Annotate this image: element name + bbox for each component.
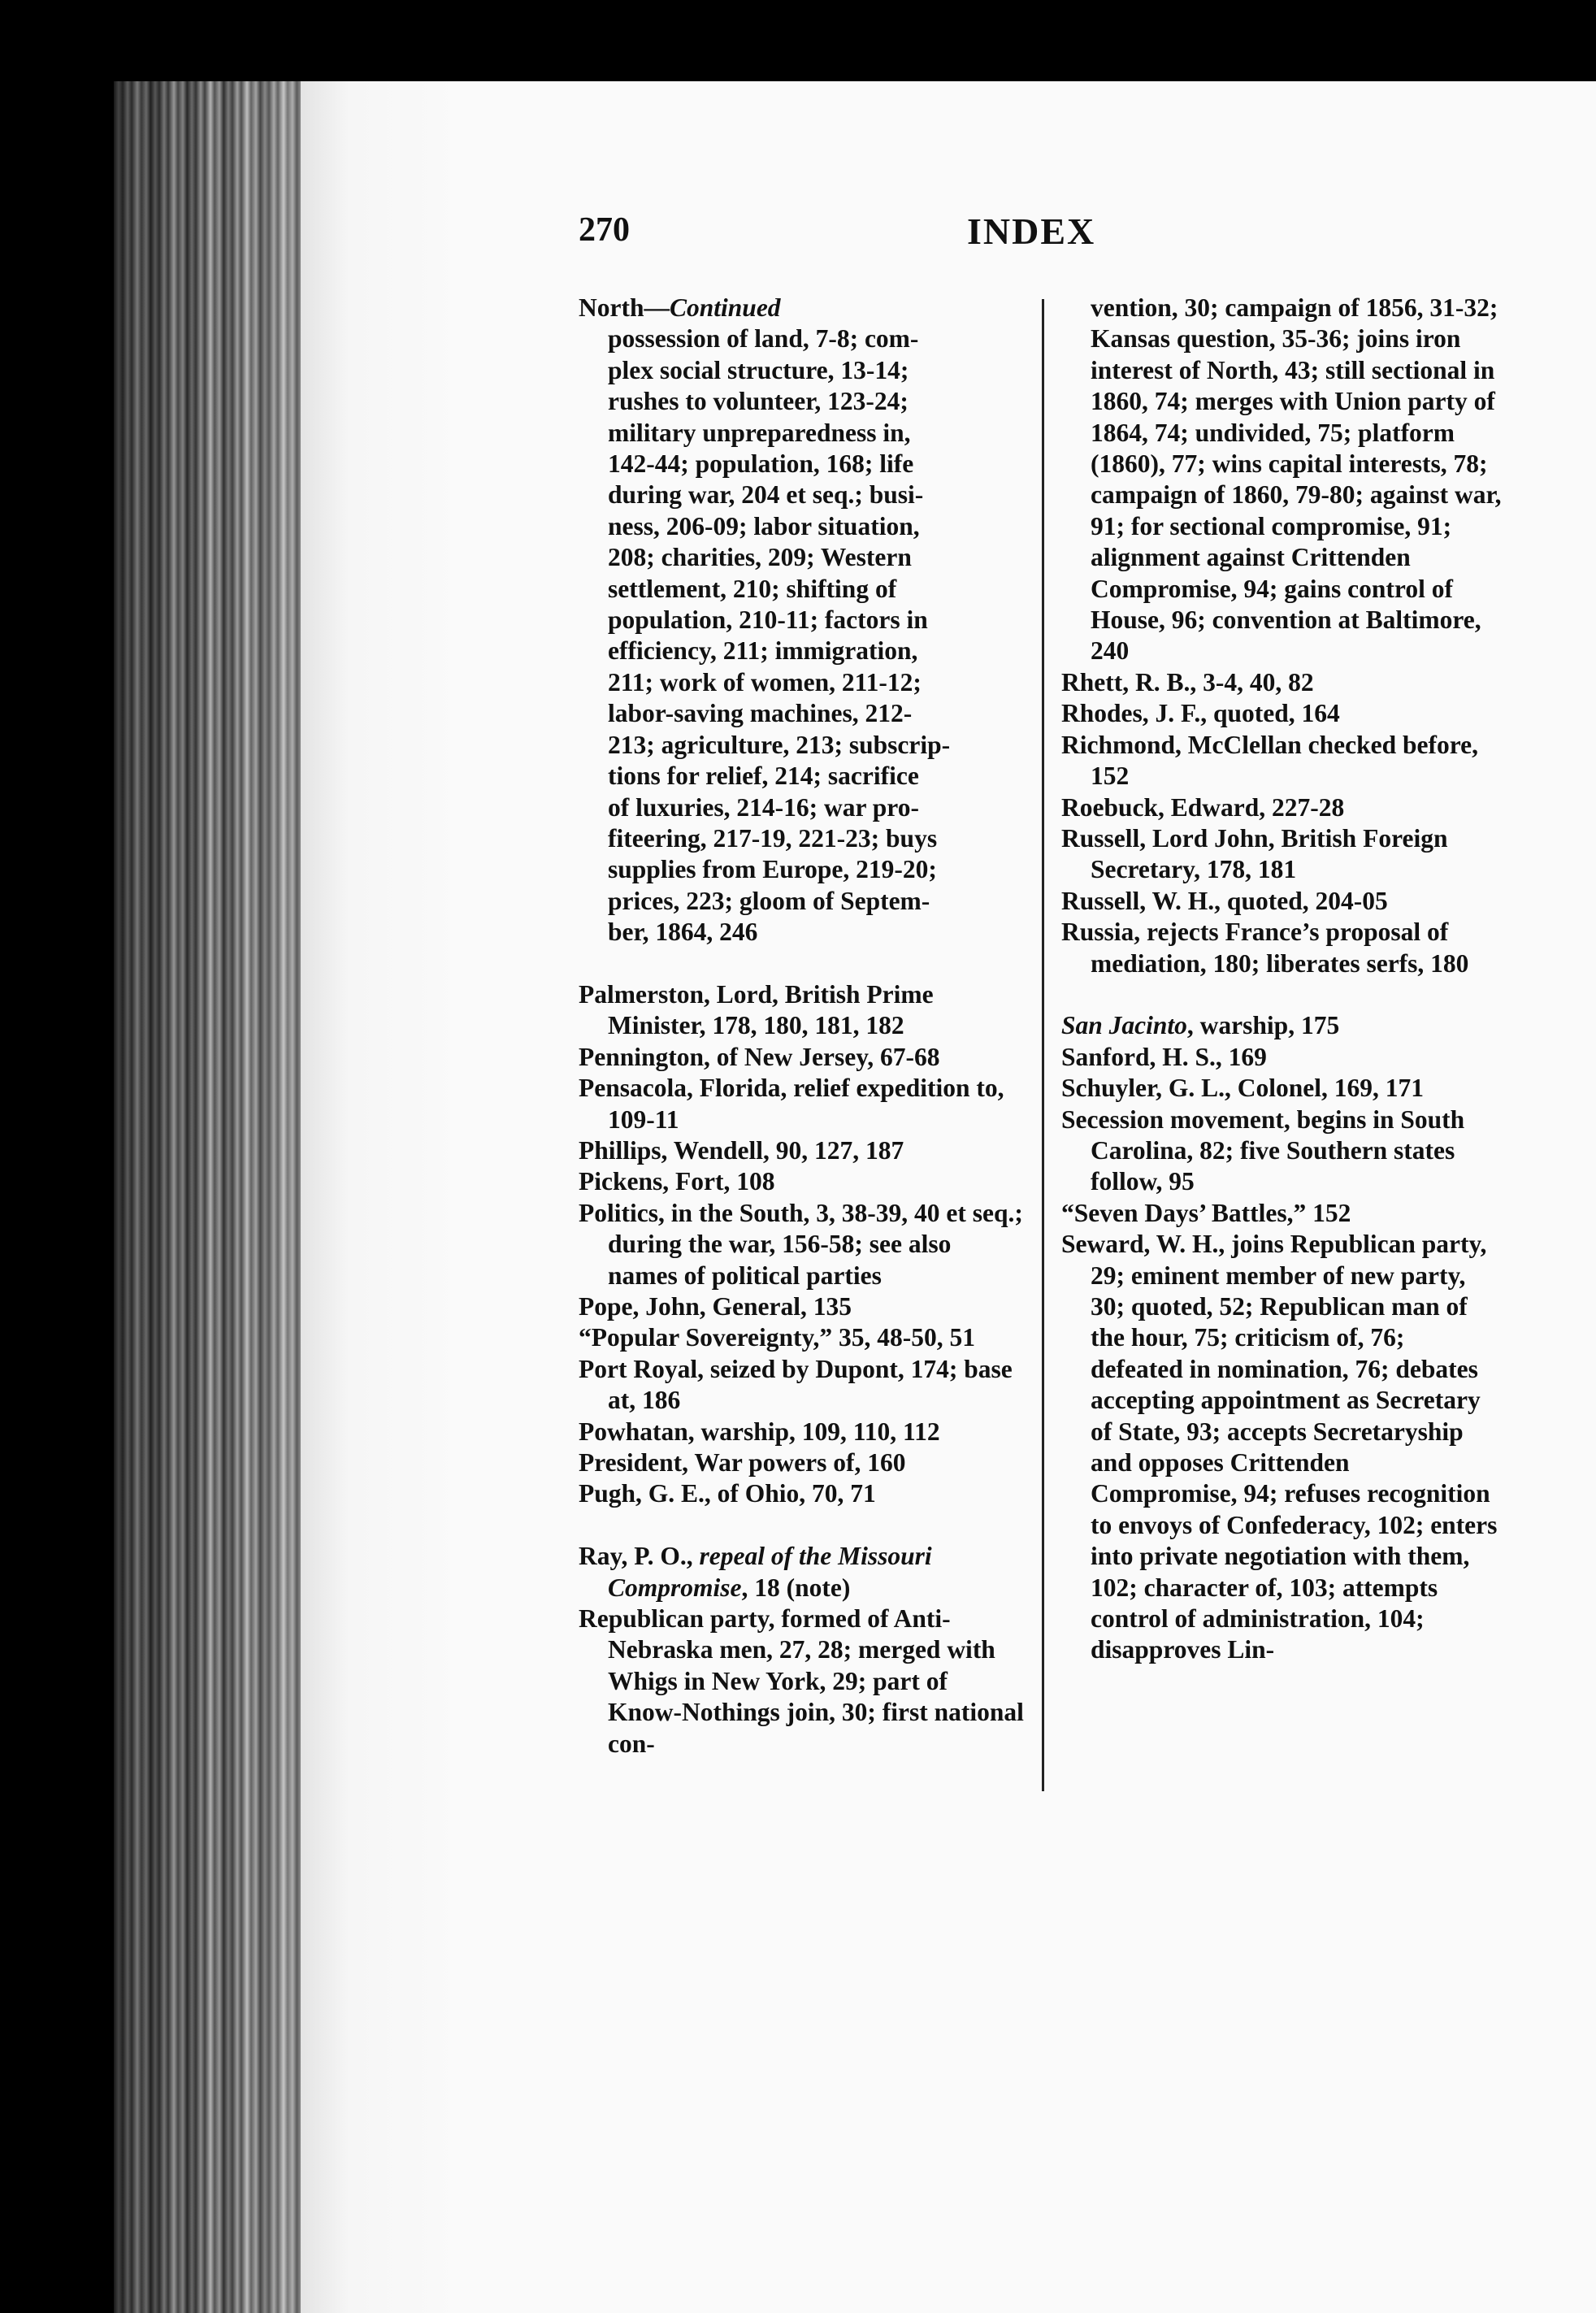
north-line: prices, 223; gloom of Septem- — [608, 886, 930, 915]
running-head: INDEX — [967, 210, 1096, 252]
book-binding-edge — [114, 81, 309, 2313]
index-entry: Schuyler, G. L., Colonel, 169, 171 — [1061, 1074, 1424, 1103]
section-gap — [1061, 979, 1502, 1010]
index-entry: Port Royal, seized by Dupont, 174; base at, 186 — [579, 1354, 1013, 1415]
index-entry: Pensacola, Florida, relief expedition to, 109-11 — [579, 1074, 1004, 1134]
index-entry: Richmond, McClellan checked before, 152 — [1061, 730, 1478, 791]
north-line: plex social structure, 13-14; — [608, 355, 909, 384]
north-line: fiteering, 217-19, 221-23; buys — [608, 823, 938, 853]
index-entry: Secession movement, begins in South Carolina, 82; five Southern states follow, 95 — [1061, 1104, 1465, 1196]
north-line: efficiency, 211; immigration, — [608, 636, 918, 666]
north-line: 208; charities, 209; Western — [608, 543, 912, 572]
index-entry: “Popular Sovereignty,” 35, 48-50, 51 — [579, 1323, 975, 1352]
ray-work-title: repeal of the Missouri Compromise — [608, 1542, 932, 1602]
index-entry: Pennington, of New Jersey, 67-68 — [579, 1042, 940, 1071]
index-heading-north — [579, 293, 1024, 323]
index-entry: Russell, W. H., quoted, 204-05 — [1061, 886, 1388, 915]
section-gap — [579, 1510, 1024, 1541]
index-entry-republican: Republican party, formed of Anti-Nebraska men, 27, 28; merged with Whigs in New York, 29; part of Know-Nothings join, 30; first national con- — [579, 1604, 1024, 1758]
index-entry: Sanford, H. S., 169 — [1061, 1042, 1267, 1071]
san-jacinto-pages: , warship, 175 — [1186, 1011, 1340, 1040]
north-line: 211; work of women, 211-12; — [608, 667, 922, 697]
section-gap — [579, 948, 1024, 979]
index-entry-san-jacinto — [1061, 1010, 1502, 1041]
north-line: settlement, 210; shifting of — [608, 574, 897, 603]
north-subentries — [579, 323, 1024, 948]
index-entry-ray — [579, 1541, 1024, 1603]
ray-pages: , 18 (note) — [741, 1573, 851, 1602]
north-line: 142-44; population, 168; life — [608, 449, 914, 479]
north-line: possession of land, 7-8; com- — [608, 324, 919, 354]
index-entry: Russell, Lord John, British Foreign Secretary, 178, 181 — [1061, 823, 1448, 884]
index-entry: Pope, John, General, 135 — [579, 1291, 852, 1321]
north-line: during war, 204 et seq.; busi- — [608, 480, 924, 510]
republican-continued: vention, 30; campaign of 1856, 31-32; Kansas question, 35-36; joins iron interest of North, 43; still sectional in 1860, 74; merges with Union party of 1864, 74; undivided, 75; platform (1860), 77; wins capital interests, 78; campaign of 1860, 79-80; against war, 91; for sectional compromise, 91; alignment against Crittenden Compromise, 94; gains control of House, 96; convention at Baltimore, 240 — [1091, 293, 1502, 666]
index-entry: Pickens, Fort, 108 — [579, 1167, 775, 1196]
north-line: population, 210-11; factors in — [608, 605, 928, 635]
index-entry: Roebuck, Edward, 227-28 — [1061, 792, 1345, 822]
index-entry: Powhatan, warship, 109, 110, 112 — [579, 1417, 940, 1446]
index-entry: Palmerston, Lord, British Prime Minister, 178, 180, 181, 182 — [579, 979, 934, 1040]
north-line: rushes to volunteer, 123-24; — [608, 387, 909, 416]
index-entry: Rhodes, J. F., quoted, 164 — [1061, 699, 1340, 728]
index-entry: “Seven Days’ Battles,” 152 — [1061, 1198, 1351, 1227]
index-entry: Seward, W. H., joins Republican party, 29; eminent member of new party, 30; quoted, 52; Republican man of the hour, 75; criticism of, 76; defeated in nomination, 76; debates accepting appointment as Secretary of State, 93; accepts Secretaryship and opposes Crittenden Compromise, 94; refuses recognition to envoys of Confederacy, 102; enters into private negotiation with them, 102; character of, 103; attempts control of administration, 104; disapproves Lin- — [1061, 1230, 1498, 1664]
north-heading-continued: Continued — [670, 293, 781, 322]
north-line: supplies from Europe, 219-20; — [608, 855, 937, 884]
index-entry: Phillips, Wendell, 90, 127, 187 — [579, 1135, 904, 1165]
index-entry: Rhett, R. B., 3-4, 40, 82 — [1061, 667, 1314, 697]
north-line: tions for relief, 214; sacrifice — [608, 762, 919, 791]
north-line: ber, 1864, 246 — [608, 918, 758, 947]
column-divider — [1042, 299, 1044, 1791]
index-entry: Russia, rejects France’s proposal of mediation, 180; liberates serfs, 180 — [1061, 918, 1469, 978]
index-column-right — [1061, 293, 1502, 1666]
index-entry: Pugh, G. E., of Ohio, 70, 71 — [579, 1479, 876, 1508]
north-heading-label: North— — [579, 293, 670, 322]
index-entry: President, War powers of, 160 — [579, 1448, 906, 1478]
index-column-left — [579, 293, 1024, 1760]
ray-name: Ray, P. O., — [579, 1542, 700, 1571]
north-line: of luxuries, 214-16; war pro- — [608, 792, 919, 822]
north-line: 213; agriculture, 213; subscrip- — [608, 730, 951, 759]
north-line: ness, 206-09; labor situation, — [608, 511, 920, 540]
san-jacinto-name: San Jacinto — [1061, 1011, 1187, 1040]
index-entry: Politics, in the South, 3, 38-39, 40 et seq.; during the war, 156-58; see also names of political parties — [579, 1198, 1023, 1290]
north-line: military unpreparedness in, — [608, 418, 911, 447]
north-line: labor-saving machines, 212- — [608, 699, 913, 728]
page-number: 270 — [579, 211, 630, 249]
